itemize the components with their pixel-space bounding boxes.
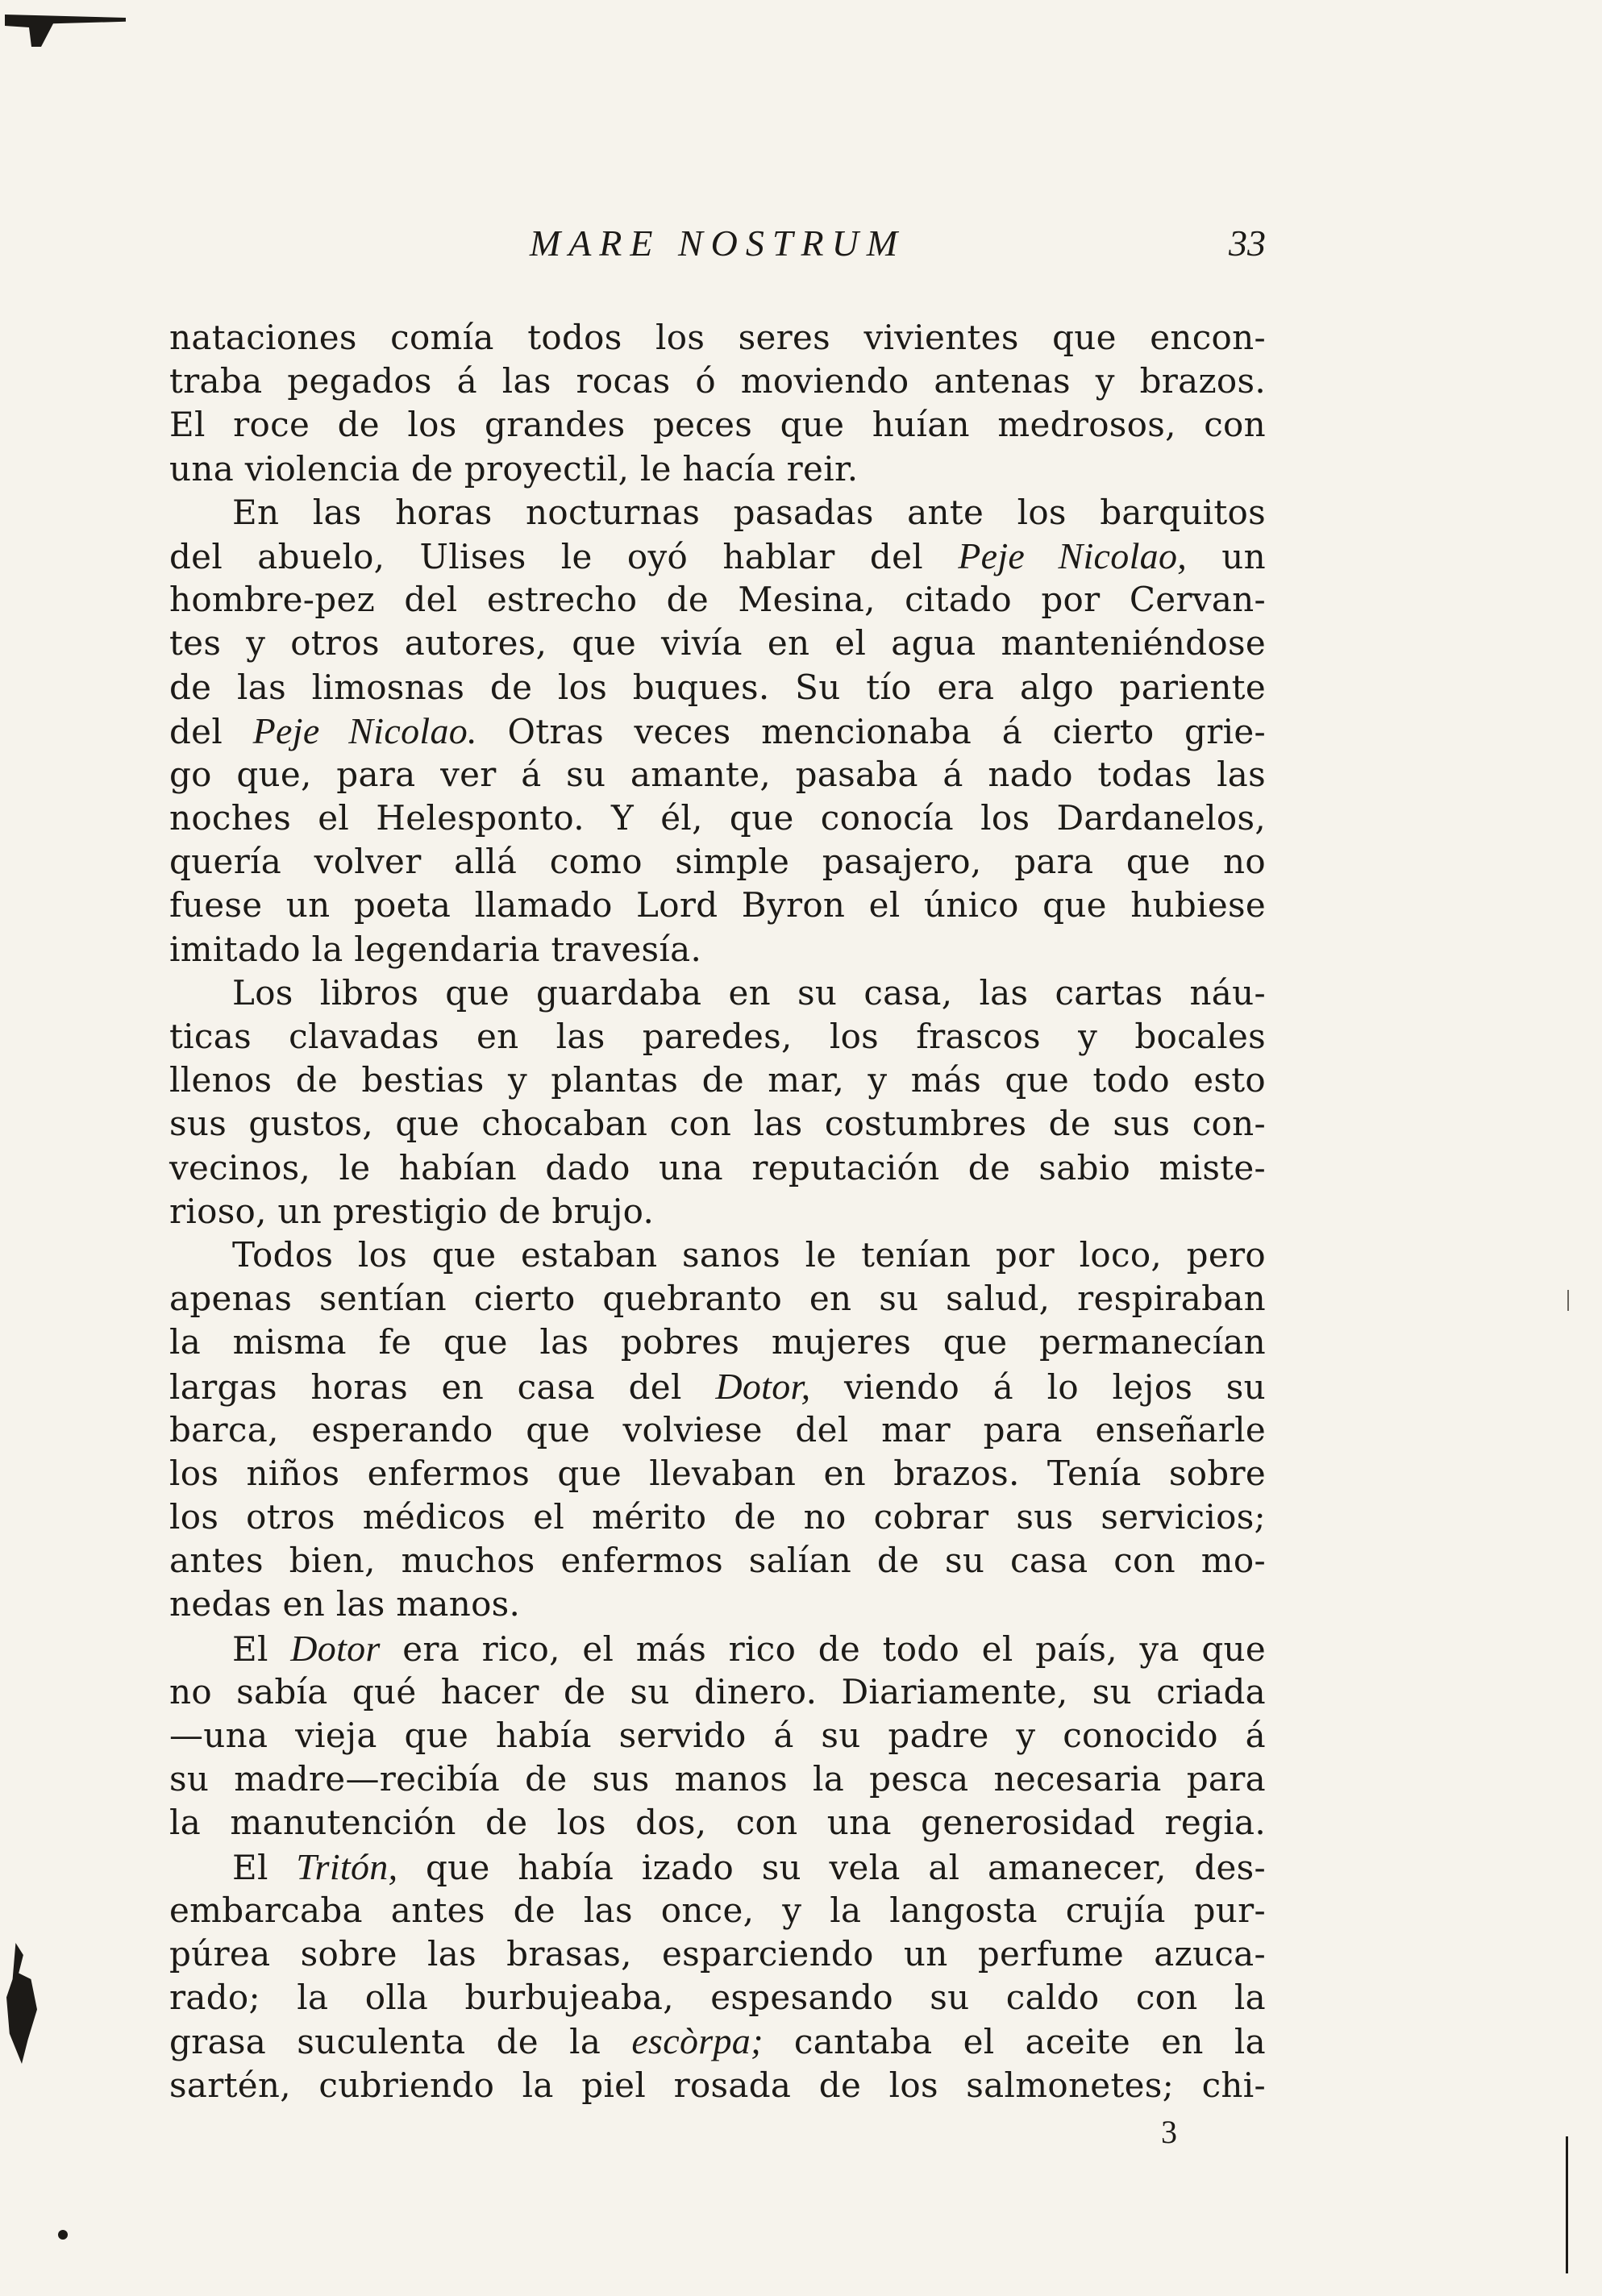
text-line: noches el Helesponto. Y él, que conocía los Dardanelos, [169, 798, 1266, 838]
running-title: MARE NOSTRUM [529, 223, 906, 264]
text-line: la manutención de los dos, con una generosidad regia. [169, 1803, 1266, 1843]
text-line: —una vieja que había servido á su padre y conocido á [169, 1716, 1266, 1755]
text-line: sus gustos, que chocaban con las costumbres de sus con- [169, 1104, 1266, 1144]
text-line: rioso, un prestigio de brujo. [169, 1191, 655, 1231]
text-line: antes bien, muchos enfermos salían de su casa con mo- [169, 1541, 1266, 1581]
page-number: 33 [1229, 223, 1266, 264]
text-line: tes y otros autores, que vivía en el agua manteniéndose [169, 623, 1266, 663]
italic-term: escòrpa; [631, 2020, 764, 2062]
text-line: vecinos, le habían dado una reputación de sabio miste- [169, 1147, 1266, 1188]
italic-term: Peje Nicolao, [958, 534, 1188, 576]
text-line [169, 2019, 1266, 2063]
text-line: los niños enfermos que llevaban en brazos. Tenía sobre [169, 1453, 1266, 1493]
italic-term: Peje Nicolao. [252, 709, 477, 751]
scan-edge-tick [1567, 1290, 1569, 1311]
text-line: barca, esperando que volviese del mar para enseñarle [169, 1409, 1266, 1450]
italic-term: Dotor, [715, 1365, 811, 1407]
text-run: Otras veces mencionaba á cierto grie- [476, 711, 1266, 751]
text-run: un [1187, 536, 1266, 576]
text-line: quería volver allá como simple pasajero, para que no [169, 842, 1266, 882]
text-line: ticas clavadas en las paredes, los frascos y bocales [169, 1017, 1266, 1056]
text-line: sartén, cubriendo la piel rosada de los salmonetes; chi- [169, 2065, 1266, 2105]
text-line: En las horas nocturnas pasadas ante los barquitos [232, 492, 1266, 532]
text-run: del [169, 711, 253, 751]
text-run: largas horas en casa del [169, 1366, 716, 1407]
text-line: nataciones comía todos los seres vivientes que encon- [169, 318, 1266, 357]
text-run: grasa suculenta de la [169, 2022, 632, 2062]
text-line: traba pegados á las rocas ó moviendo antenas y brazos. [169, 361, 1266, 401]
text-line [169, 1365, 1266, 1408]
text-run: cantaba el aceite en la [763, 2022, 1266, 2062]
body-text [169, 316, 1266, 2107]
text-line: El roce de los grandes peces que huían medrosos, con [169, 405, 1266, 445]
scan-dot [58, 2230, 68, 2240]
text-line: go que, para ver á su amante, pasaba á nado todas las [169, 754, 1266, 794]
text-run: del abuelo, Ulises le oyó hablar del [169, 536, 959, 576]
page-header [169, 219, 1266, 276]
text-line: Todos los que estaban sanos le tenían por loco, pero [232, 1234, 1266, 1275]
text-line: una violencia de proyectil, le hacía reir. [169, 448, 859, 489]
text-line [169, 1845, 1266, 1889]
text-line: apenas sentían cierto quebranto en su salud, respiraban [169, 1279, 1266, 1319]
text-run: era rico, el más rico de todo el país, ya que [380, 1628, 1267, 1669]
text-run: viendo á lo lejos su [810, 1366, 1266, 1407]
text-line: Los libros que guardaba en su casa, las cartas náu- [232, 972, 1266, 1013]
text-run: que había izado su vela al amanecer, des- [397, 1847, 1266, 1887]
text-line: embarcaba antes de las once, y la langosta crujía pur- [169, 1890, 1266, 1930]
italic-term: Tritón, [296, 1845, 398, 1887]
scan-edge-line [1566, 2136, 1568, 2273]
text-line: imitado la legendaria travesía. [169, 929, 702, 969]
italic-term: Dotor [290, 1627, 381, 1669]
text-line: su madre—recibía de sus manos la pesca necesaria para [169, 1759, 1266, 1799]
text-line: nedas en las manos. [169, 1584, 521, 1624]
text-line: púrea sobre las brasas, esparciendo un perfume azuca- [169, 1933, 1266, 1974]
scan-blemish-top-left [5, 15, 126, 47]
text-line: llenos de bestias y plantas de mar, y más que todo esto [169, 1060, 1266, 1100]
text-line [169, 1627, 1266, 1670]
text-line [169, 709, 1266, 753]
text-line: de las limosnas de los buques. Su tío era algo pariente [169, 667, 1266, 707]
text-line: fuese un poeta llamado Lord Byron el único que hubiese [169, 885, 1266, 925]
text-line: no sabía qué hacer de su dinero. Diariamente, su criada [169, 1671, 1266, 1712]
scan-blemish-left-margin [6, 1943, 37, 2064]
text-run: El [232, 1628, 291, 1669]
text-line: hombre-pez del estrecho de Mesina, citado por Cervan- [169, 580, 1266, 620]
text-line: rado; la olla burbujeaba, espesando su caldo con la [169, 1978, 1266, 2018]
text-run: El [232, 1847, 297, 1887]
signature-mark: 3 [1161, 2114, 1177, 2150]
text-line [169, 534, 1266, 578]
text-line: la misma fe que las pobres mujeres que permanecían [169, 1322, 1266, 1362]
text-line: los otros médicos el mérito de no cobrar sus servicios; [169, 1497, 1266, 1537]
